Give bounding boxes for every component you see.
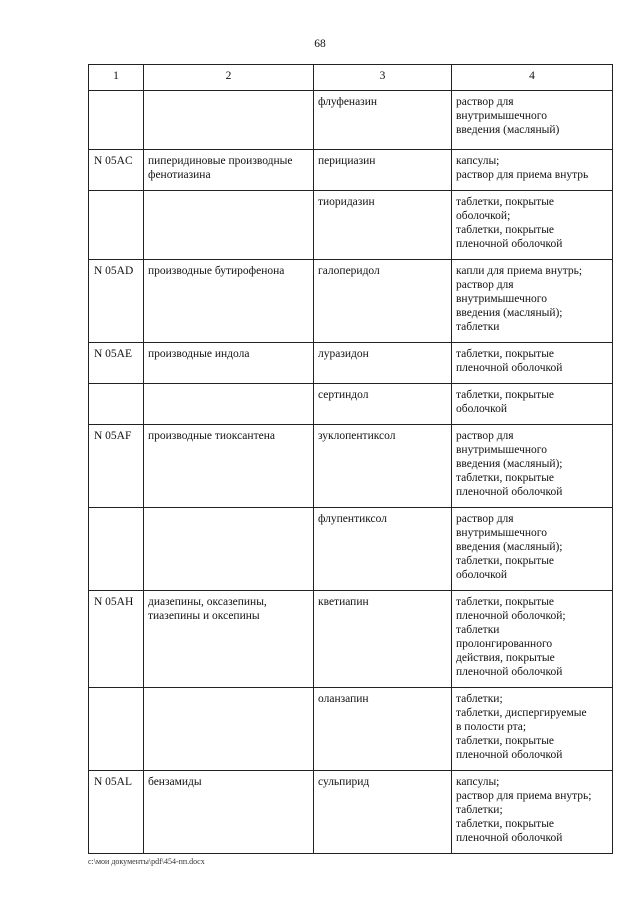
atc-code-cell: [89, 688, 144, 771]
drug-table: [88, 64, 613, 854]
drug-name-cell: тиоридазин: [314, 191, 452, 260]
dosage-forms-cell: [452, 591, 613, 688]
table-row: [89, 260, 613, 343]
table-row: [89, 425, 613, 508]
dosage-forms-cell: [452, 771, 613, 854]
dosage-form-line: оболочкой: [456, 569, 508, 581]
group-name-line: производные индола: [148, 348, 250, 360]
dosage-form-line: таблетки, покрытые: [456, 818, 555, 830]
atc-code-cell: [89, 384, 144, 425]
table-header: [89, 65, 613, 91]
atc-code-cell: [89, 191, 144, 260]
group-name-cell: [144, 508, 314, 591]
page-number: 68: [314, 38, 326, 50]
header-col-3: 3: [314, 65, 452, 91]
group-name-line: тиазепины и оксепины: [148, 610, 260, 622]
group-name-cell: [144, 260, 314, 343]
dosage-form-line: пленочной оболочкой;: [456, 610, 566, 622]
group-name-cell: [144, 150, 314, 191]
atc-code-cell: N 05AL: [89, 771, 144, 854]
dosage-form-line: таблетки, покрытые: [456, 472, 555, 484]
dosage-form-line: в полости рта;: [456, 721, 527, 733]
drug-name-cell: зуклопентиксол: [314, 425, 452, 508]
atc-code-cell: [89, 91, 144, 150]
drug-name-cell: флуфеназин: [314, 91, 452, 150]
dosage-forms-cell: [452, 150, 613, 191]
drug-name-cell: галоперидол: [314, 260, 452, 343]
group-name-cell: [144, 191, 314, 260]
dosage-form-line: таблетки: [456, 321, 500, 333]
dosage-form-line: оболочкой;: [456, 210, 511, 222]
dosage-form-line: раствор для приема внутрь;: [456, 790, 592, 802]
atc-code-cell: N 05AE: [89, 343, 144, 384]
drug-name-cell: сульпирид: [314, 771, 452, 854]
dosage-forms-cell: [452, 91, 613, 150]
drug-name-cell: перициазин: [314, 150, 452, 191]
table-row: [89, 384, 613, 425]
dosage-form-line: таблетки, покрытые: [456, 196, 555, 208]
dosage-forms-cell: [452, 425, 613, 508]
dosage-form-line: внутримышечного: [456, 527, 547, 539]
table-row: [89, 591, 613, 688]
dosage-form-line: раствор для: [456, 96, 514, 108]
dosage-form-line: введения (масляный): [456, 124, 560, 136]
dosage-form-line: капли для приема внутрь;: [456, 265, 583, 277]
dosage-form-line: введения (масляный);: [456, 541, 563, 553]
dosage-form-line: внутримышечного: [456, 444, 547, 456]
group-name-line: производные бутирофенона: [148, 265, 285, 277]
header-col-4: 4: [452, 65, 613, 91]
table-row: [89, 91, 613, 150]
atc-code-cell: N 05AF: [89, 425, 144, 508]
table-row: [89, 343, 613, 384]
group-name-line: производные тиоксантена: [148, 430, 275, 442]
dosage-form-line: введения (масляный);: [456, 458, 563, 470]
drug-name-cell: флупентиксол: [314, 508, 452, 591]
footer-file-path: c:\мои документы\pdf\454-пп.docx: [88, 857, 205, 866]
atc-code-cell: N 05AC: [89, 150, 144, 191]
dosage-form-line: таблетки: [456, 624, 500, 636]
atc-code-cell: N 05AD: [89, 260, 144, 343]
atc-code-cell: [89, 508, 144, 591]
table-row: [89, 688, 613, 771]
drug-name-cell: оланзапин: [314, 688, 452, 771]
dosage-forms-cell: [452, 191, 613, 260]
group-name-cell: [144, 591, 314, 688]
table-row: [89, 508, 613, 591]
dosage-form-line: раствор для: [456, 513, 514, 525]
dosage-form-line: действия, покрытые: [456, 652, 555, 664]
group-name-cell: [144, 91, 314, 150]
group-name-cell: [144, 343, 314, 384]
dosage-forms-cell: [452, 260, 613, 343]
dosage-form-line: введения (масляный);: [456, 307, 563, 319]
dosage-forms-cell: [452, 384, 613, 425]
dosage-form-line: внутримышечного: [456, 110, 547, 122]
dosage-form-line: таблетки, покрытые: [456, 224, 555, 236]
dosage-form-line: капсулы;: [456, 155, 500, 167]
dosage-form-line: таблетки;: [456, 693, 503, 705]
table-row: [89, 150, 613, 191]
dosage-forms-cell: [452, 343, 613, 384]
dosage-forms-cell: [452, 688, 613, 771]
dosage-form-line: пролонгированного: [456, 638, 553, 650]
group-name-cell: [144, 384, 314, 425]
dosage-form-line: пленочной оболочкой: [456, 749, 563, 761]
group-name-line: бензамиды: [148, 776, 202, 788]
dosage-form-line: таблетки, покрытые: [456, 389, 555, 401]
group-name-line: диазепины, оксазепины,: [148, 596, 267, 608]
dosage-form-line: пленочной оболочкой: [456, 666, 563, 678]
group-name-cell: [144, 771, 314, 854]
dosage-form-line: внутримышечного: [456, 293, 547, 305]
dosage-forms-cell: [452, 508, 613, 591]
group-name-line: пиперидиновые производные: [148, 155, 293, 167]
dosage-form-line: капсулы;: [456, 776, 500, 788]
table-row: [89, 191, 613, 260]
dosage-form-line: пленочной оболочкой: [456, 832, 563, 844]
dosage-form-line: таблетки, покрытые: [456, 348, 555, 360]
dosage-form-line: раствор для приема внутрь: [456, 169, 589, 181]
drug-name-cell: луразидон: [314, 343, 452, 384]
group-name-cell: [144, 688, 314, 771]
dosage-form-line: раствор для: [456, 430, 514, 442]
dosage-form-line: пленочной оболочкой: [456, 362, 563, 374]
table-row: [89, 771, 613, 854]
atc-code-cell: N 05AH: [89, 591, 144, 688]
dosage-form-line: пленочной оболочкой: [456, 238, 563, 250]
group-name-cell: [144, 425, 314, 508]
dosage-form-line: пленочной оболочкой: [456, 486, 563, 498]
drug-name-cell: сертиндол: [314, 384, 452, 425]
drug-name-cell: кветиапин: [314, 591, 452, 688]
dosage-form-line: таблетки, диспергируемые: [456, 707, 587, 719]
table-body: [89, 91, 613, 854]
group-name-line: фенотиазина: [148, 169, 211, 181]
header-col-1: 1: [89, 65, 144, 91]
dosage-form-line: таблетки, покрытые: [456, 735, 555, 747]
dosage-form-line: таблетки, покрытые: [456, 555, 555, 567]
dosage-form-line: таблетки, покрытые: [456, 596, 555, 608]
dosage-form-line: таблетки;: [456, 804, 503, 816]
header-row: [89, 65, 613, 91]
dosage-form-line: оболочкой: [456, 403, 508, 415]
dosage-form-line: раствор для: [456, 279, 514, 291]
header-col-2: 2: [144, 65, 314, 91]
